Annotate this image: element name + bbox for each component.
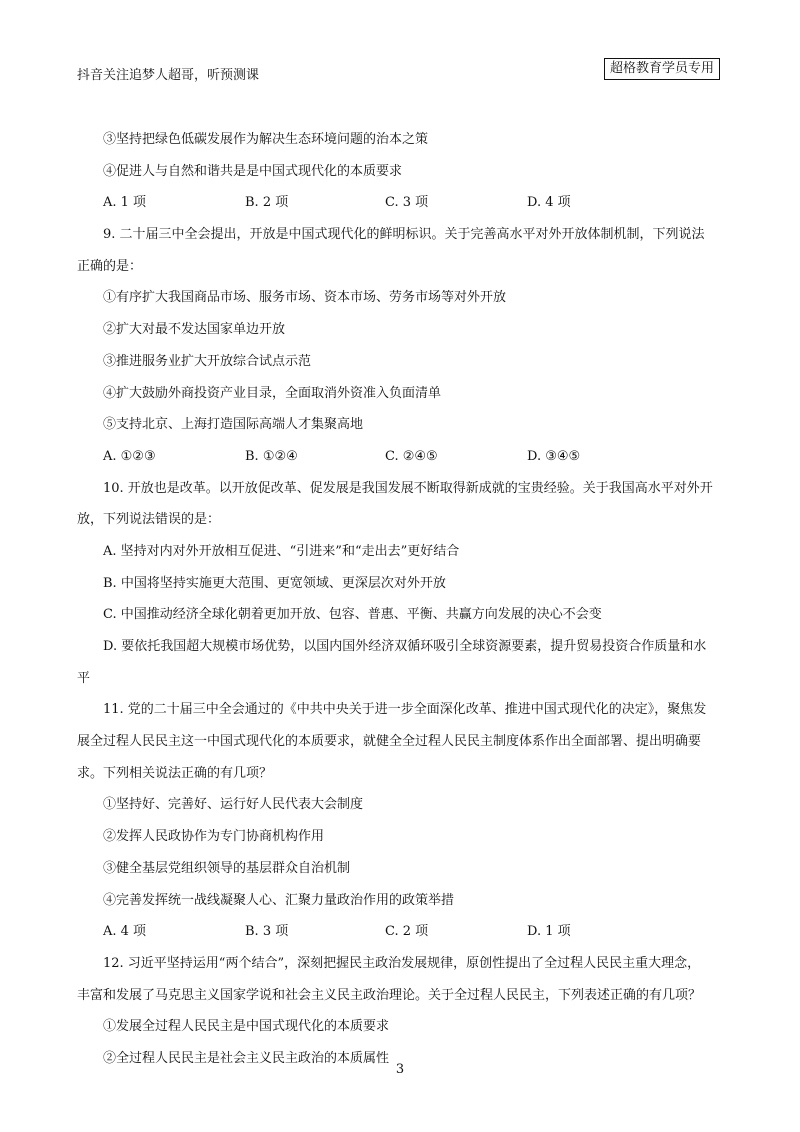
q11-option-b: B. 3 项 xyxy=(245,924,289,940)
q9-options xyxy=(77,441,725,473)
q11-stem: 11. 党的二十届三中全会通过的《中共中央关于进一步全面深化改革、推进中国式现代化的决定》，聚焦发 xyxy=(103,702,707,718)
q10-choice-c: C. 中国推动经济全球化朝着更加开放、包容、普惠、平衡、共赢方向发展的决心不会变 xyxy=(103,607,602,623)
q12-stem-cont: 丰富和发展了马克思主义国家学说和社会主义民主政治理论。关于全过程人民民主，下列表述正确的有几项？ xyxy=(77,987,702,1003)
q11-stem-cont: 展全过程人民民主这一中国式现代化的本质要求，就健全全过程人民民主制度体系作出全面部署、提出明确要 xyxy=(77,734,702,750)
q8-options xyxy=(77,187,725,219)
q11-item: ①坚持好、完善好、运行好人民代表大会制度 xyxy=(103,797,364,813)
q9-item: ①有序扩大我国商品市场、服务市场、资本市场、劳务市场等对外开放 xyxy=(103,290,507,306)
q10-choice-b: B. 中国将坚持实施更大范围、更宽领域、更深层次对外开放 xyxy=(103,575,446,591)
q11-item: ②发挥人民政协作为专门协商机构作用 xyxy=(103,829,325,845)
q11-options xyxy=(77,916,725,948)
q11-item: ③健全基层党组织领导的基层群众自治机制 xyxy=(103,860,351,876)
q9-item: ②扩大对最不发达国家单边开放 xyxy=(103,322,286,338)
q11-option-d: D. 1 项 xyxy=(527,924,571,940)
q10-choice-d: D. 要依托我国超大规模市场优势，以国内国外经济双循环吸引全球资源要素，提升贸易投资合作质量和水 xyxy=(103,639,707,654)
q8-item: ④促进人与自然和谐共是是中国式现代化的本质要求 xyxy=(103,163,403,179)
q9-stem-cont: 正确的是： xyxy=(77,258,143,274)
q11-option-a: A. 4 项 xyxy=(103,924,147,940)
q9-option-a: A. ①②③ xyxy=(103,448,156,464)
q10-choice-a: A. 坚持对内对外开放相互促进、“引进来”和“走出去”更好结合 xyxy=(103,543,460,559)
q11-item: ④完善发挥统一战线凝聚人心、汇聚力量政治作用的政策举措 xyxy=(103,892,455,908)
q8-option-d: D. 4 项 xyxy=(527,195,571,211)
q9-stem: 9. 二十届三中全会提出，开放是中国式现代化的鲜明标识。关于完善高水平对外开放体制机制，下列说法 xyxy=(103,227,705,243)
header-left-text: 抖音关注追梦人超哥，听预测课 xyxy=(77,68,260,83)
q9-option-d: D. ③④⑤ xyxy=(527,448,581,464)
q8-item: ③坚持把绿色低碳发展作为解决生态环境问题的治本之策 xyxy=(103,132,429,147)
q10-stem: 10. 开放也是改革。以开放促改革、促发展是我国发展不断取得新成就的宝贵经验。关于我国高水平对外开 xyxy=(103,480,713,496)
q10-stem-cont: 放，下列说法错误的是： xyxy=(77,512,221,528)
q12-stem: 12. 习近平坚持运用“两个结合”，深刻把握民主政治发展规律，原创性提出了全过程人民民主重大理念， xyxy=(103,955,701,971)
q9-item: ⑤支持北京、上海打造国际高端人才集聚高地 xyxy=(103,417,364,433)
q11-option-c: C. 2 项 xyxy=(385,924,429,940)
q12-item: ①发展全过程人民民主是中国式现代化的本质要求 xyxy=(103,1019,390,1035)
q8-option-b: B. 2 项 xyxy=(245,195,289,211)
header-badge: 超格教育学员专用 xyxy=(604,58,720,80)
q12-item: ②全过程人民民主是社会主义民主政治的本质属性 xyxy=(103,1050,390,1066)
q10-choice-d-cont: 平 xyxy=(77,670,91,686)
q9-option-c: C. ②④⑤ xyxy=(385,448,438,464)
q11-stem-cont: 求。下列相关说法正确的有几项？ xyxy=(77,765,273,781)
q8-option-c: C. 3 项 xyxy=(385,195,429,211)
page-number: 3 xyxy=(395,1062,405,1077)
q9-item: ③推进服务业扩大开放综合试点示范 xyxy=(103,353,312,369)
q9-option-b: B. ①②④ xyxy=(245,448,298,464)
exam-content xyxy=(77,124,725,1075)
q9-item: ④扩大鼓励外商投资产业目录，全面取消外资准入负面清单 xyxy=(103,385,442,401)
q8-option-a: A. 1 项 xyxy=(103,195,147,211)
